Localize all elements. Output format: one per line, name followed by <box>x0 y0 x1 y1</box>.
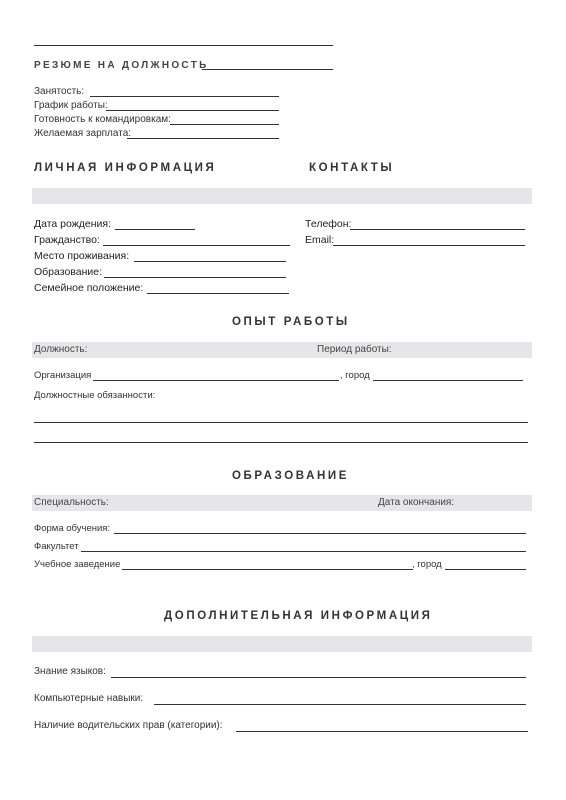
contacts-heading: КОНТАКТЫ <box>309 162 395 174</box>
resume-title-label: РЕЗЮМЕ НА ДОЛЖНОСТЬ <box>34 60 209 71</box>
institution-field[interactable] <box>122 569 413 570</box>
additional-info-heading: ДОПОЛНИТЕЛЬНАЯ ИНФОРМАЦИЯ <box>164 610 433 622</box>
email-field[interactable] <box>333 245 525 246</box>
duties-line-1[interactable] <box>34 422 528 423</box>
employment-field[interactable] <box>90 96 279 97</box>
languages-field[interactable] <box>111 677 526 678</box>
education-level-field[interactable] <box>104 277 286 278</box>
organization-city-field[interactable] <box>373 380 523 381</box>
study-form-field[interactable] <box>114 533 526 534</box>
email-label: Email: <box>305 234 335 246</box>
education-level-label: Образование: <box>34 266 102 278</box>
institution-city-field[interactable] <box>445 569 526 570</box>
travel-field[interactable] <box>170 124 279 125</box>
computer-skills-field[interactable] <box>154 704 526 705</box>
travel-label: Готовность к командировкам: <box>34 114 171 125</box>
work-period-label: Период работы: <box>317 344 392 355</box>
phone-field[interactable] <box>350 229 525 230</box>
organization-label: Организация <box>34 370 92 381</box>
faculty-field[interactable] <box>81 551 526 552</box>
organization-field[interactable] <box>93 380 339 381</box>
residence-label: Место проживания: <box>34 250 130 262</box>
salary-field[interactable] <box>127 138 279 139</box>
salary-label: Желаемая зарплата: <box>34 128 132 139</box>
institution-city-label: , город <box>412 559 442 570</box>
birth-date-field[interactable] <box>115 229 195 230</box>
employment-label: Занятость: <box>34 86 85 97</box>
schedule-field[interactable] <box>106 110 279 111</box>
duties-label: Должностные обязанности: <box>34 390 156 401</box>
additional-section-bar <box>32 636 532 652</box>
computer-skills-label: Компьютерные навыки: <box>34 693 144 704</box>
position-label: Должность: <box>34 344 88 355</box>
schedule-label: График работы: <box>34 100 108 111</box>
study-form-label: Форма обучения: <box>34 523 111 534</box>
experience-section-bar <box>32 342 532 358</box>
work-experience-heading: ОПЫТ РАБОТЫ <box>232 316 350 328</box>
graduation-date-label: Дата окончания: <box>378 497 455 508</box>
citizenship-label: Гражданство: <box>34 234 100 246</box>
driving-license-label: Наличие водительских прав (категории): <box>34 720 223 731</box>
specialty-label: Специальность: <box>34 497 109 508</box>
languages-label: Знание языков: <box>34 666 106 677</box>
education-heading: ОБРАЗОВАНИЕ <box>232 470 350 482</box>
driving-license-field[interactable] <box>236 731 528 732</box>
marital-status-field[interactable] <box>147 293 289 294</box>
marital-status-label: Семейное положение: <box>34 282 144 294</box>
institution-label: Учебное заведение <box>34 559 121 570</box>
personal-section-bar <box>32 188 532 204</box>
faculty-label: Факультет <box>34 541 79 552</box>
phone-label: Телефон: <box>305 218 352 230</box>
residence-field[interactable] <box>134 261 286 262</box>
resume-position-field[interactable] <box>202 69 333 70</box>
duties-line-2[interactable] <box>34 442 528 443</box>
organization-city-label: , город <box>340 370 370 381</box>
birth-date-label: Дата рождения: <box>34 218 111 230</box>
full-name-field[interactable] <box>34 45 333 46</box>
citizenship-field[interactable] <box>103 245 290 246</box>
personal-info-heading: ЛИЧНАЯ ИНФОРМАЦИЯ <box>34 162 217 174</box>
